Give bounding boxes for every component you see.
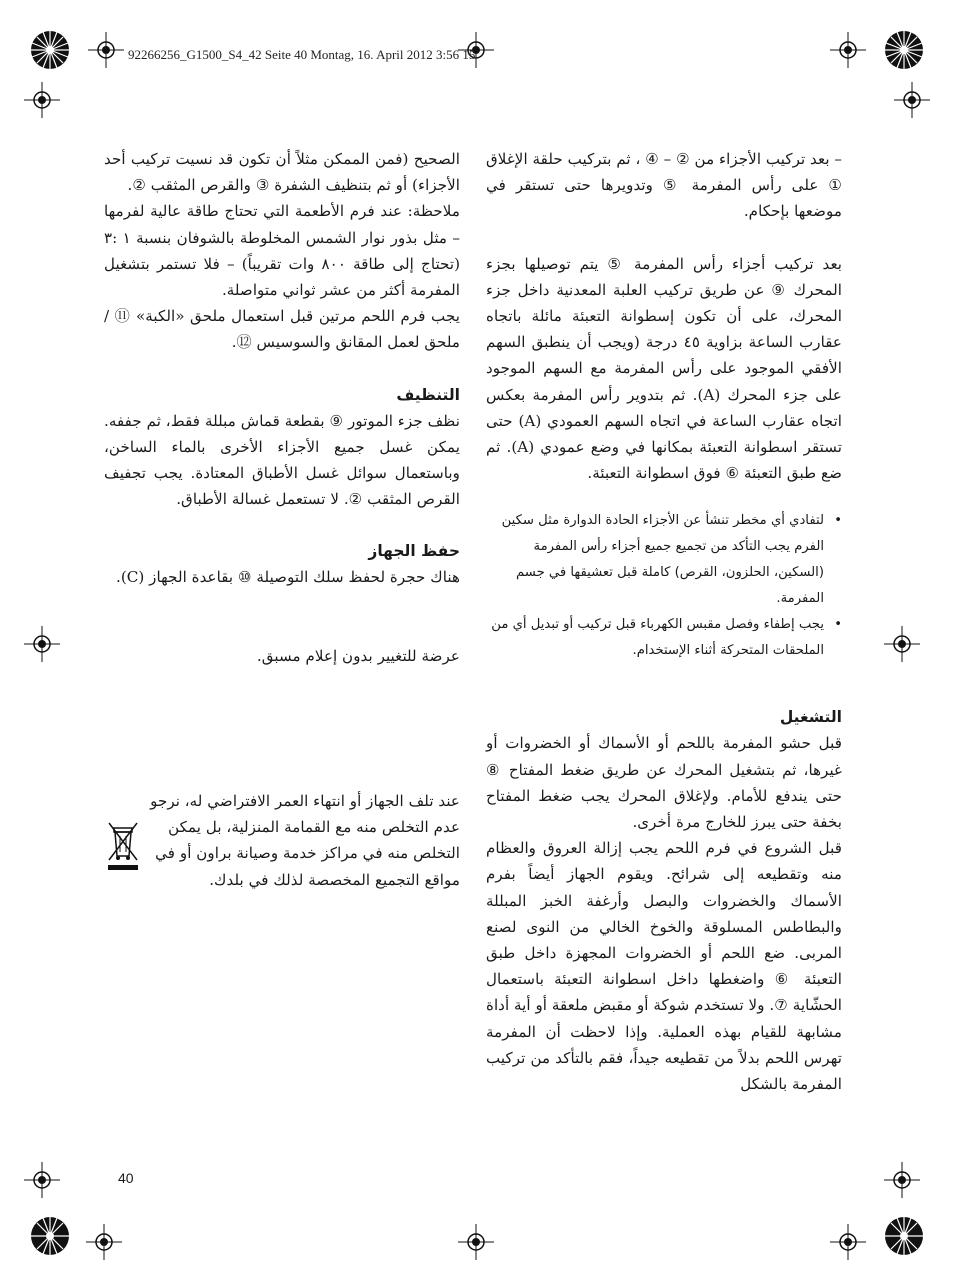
- registration-crosshair-icon: [24, 626, 60, 662]
- section-heading-storage: حفظ الجهاز: [368, 542, 460, 561]
- section-heading-cleaning: التنظيف: [396, 385, 460, 404]
- registration-crosshair-icon: [884, 626, 920, 662]
- registration-crosshair-icon: [884, 1162, 920, 1198]
- registration-crosshair-icon: [86, 1224, 122, 1260]
- left-column: [104, 146, 460, 669]
- mounting-instructions-paragraph: بعد تركيب أجزاء رأس المفرمة ⑤ يتم توصيلها بجزء المحرك ⑨ عن طريق تركيب العلبة المعدنية داخل جزء المحرك، على أن تكون إسطوانة التعبئة مائلة باتجاه عقارب الساعة بزاوية ٤٥ درجة (ويجب أن ينطبق السهم الأفقي الموجود على رأس المفرمة مع السهم الموجود على جزء المحرك (A). ثم بتدوير رأس المفرمة بعكس اتجاه عقارب الساعة في اتجاه السهم العمودي (A) حتى تستقر اسطوانة التعبئة بمكانها في وضع عمودي (A). ثم ضع طبق التعبئة ⑥ فوق اسطوانة التعبئة.: [486, 254, 842, 483]
- safety-bullet-unplug: • يجب إطفاء وفصل مقبس الكهرباء قبل تركيب أو تبديل أي من الملحقات المتحركة أثناء الإستخدام.: [486, 612, 842, 664]
- power-note-paragraph: ملاحظة: عند فرم الأطعمة التي تحتاج طاقة عالية لفرمها – مثل بذور نوار الشمس المخلوطة بالشوفان بنسبة ١ :٣ (تحتاج إلى طاقة ٨٠٠ وات تقريباً) – فلا تستمر بتشغيل المفرمة أكثر من عشر ثواني متواصلة.: [104, 202, 460, 300]
- operation-mincing-paragraph: قبل الشروع في فرم اللحم يجب إزالة العروق والعظام منه وتقطيعه إلى شرائح. ويقوم الجهاز أيضاً بفرم الأسماك والخضروات والبصل وأرغفة الخبز المبللة والبطاطس المسلوقة والخوخ الخالي من النوى لصنع المربى. ضع اللحم أو الخضروات المجهزة داخل طبق التعبئة ⑥ واضغطها داخل اسطوانة التعبئة باستعمال الحشّاية ⑦. ولا تستخدم شوكة أو مقبض ملعقة أو أية أداة مشابهة للقيام بهذه العملية. وإذا لاحظت أن المفرمة تهرس اللحم بدلاً من تقطيعه جيداً، فقم بالتأكد من تركيب المفرمة بالشكل: [486, 839, 842, 1094]
- operation-switch-paragraph: قبل حشو المفرمة باللحم أو الأسماك أو الخضروات أو غيرها، ثم بتشغيل المحرك عن طريق ضغط المفتاح ⑧ حتى يندفع للأمام. ولإغلاق المحرك يجب ضغط المفتاح بخفة حتى يبرز للخارج مرة أخرى.: [486, 734, 842, 832]
- print-slug-header: 92266256_G1500_S4_42 Seite 40 Montag, 16. April 2012 3:56 15: [128, 47, 476, 62]
- registration-crosshair-icon: [830, 32, 866, 68]
- registration-crosshair-icon: [24, 82, 60, 118]
- section-heading-operation: التشغيل: [779, 708, 842, 727]
- starburst-target-icon: [884, 30, 924, 70]
- kebbe-attachment-paragraph: يجب فرم اللحم مرتين قبل استعمال ملحق «الكبة» ⑪ / ملحق لعمل المقانق والسوسيس ⑫.: [104, 307, 460, 352]
- registration-crosshair-icon: [88, 32, 124, 68]
- disposal-paragraph: عند تلف الجهاز أو انتهاء العمر الافتراضي له، نرجو عدم التخلص منه مع القمامة المنزلية، بل يمكن التخلص منه في مراكز خدمة وصيانة براون أو في مواقع التجميع المخصصة لذلك في بلدك.: [150, 792, 460, 889]
- starburst-target-icon: [30, 30, 70, 70]
- registration-crosshair-icon: [830, 1224, 866, 1260]
- safety-bullet-assembly: • لتفادي أي مخطر تنشأ عن الأجزاء الحادة الدوارة مثل سكين الفرم يجب التأكد من تجميع جميع أجزاء رأس المفرمة (السكين، الحلزون، القرص) كاملة قبل تعشيقها في جسم المفرمة.: [486, 508, 842, 612]
- assembly-step-paragraph: – بعد تركيب الأجزاء من ② – ④ ، ثم بتركيب حلقة الإغلاق ① على رأس المفرمة ⑤ وتدويرها حتى تستقر في موضعها بإحكام.: [486, 150, 842, 221]
- crossed-out-wheelie-bin-icon: [106, 820, 140, 872]
- starburst-target-icon: [30, 1216, 70, 1256]
- registration-crosshair-icon: [458, 1224, 494, 1260]
- page-number: 40: [118, 1170, 134, 1186]
- change-notice: عرضة للتغيير بدون إعلام مسبق.: [256, 646, 460, 665]
- right-column: [486, 146, 842, 1097]
- registration-crosshair-icon: [894, 82, 930, 118]
- cleaning-paragraph: نظف جزء الموتور ⑨ بقطعة قماش مبللة فقط، ثم جففه. يمكن غسل جميع الأجزاء الأخرى بالماء الساخن، وباستعمال سوائل غسل الأطباق المعتادة. يجب تجفيف القرص المثقب ②. لا تستعمل غسالة الأطباق.: [104, 411, 460, 509]
- correct-assembly-paragraph: الصحيح (فمن الممكن مثلاً أن تكون قد نسيت تركيب أحد الأجزاء) أو ثم بتنظيف الشفرة ③ والقرص المثقب ②.: [104, 150, 460, 195]
- starburst-target-icon: [884, 1216, 924, 1256]
- cord-storage-paragraph: هناك حجرة لحفظ سلك التوصيلة ⑩ بقاعدة الجهاز (C).: [116, 568, 460, 587]
- registration-crosshair-icon: [24, 1162, 60, 1198]
